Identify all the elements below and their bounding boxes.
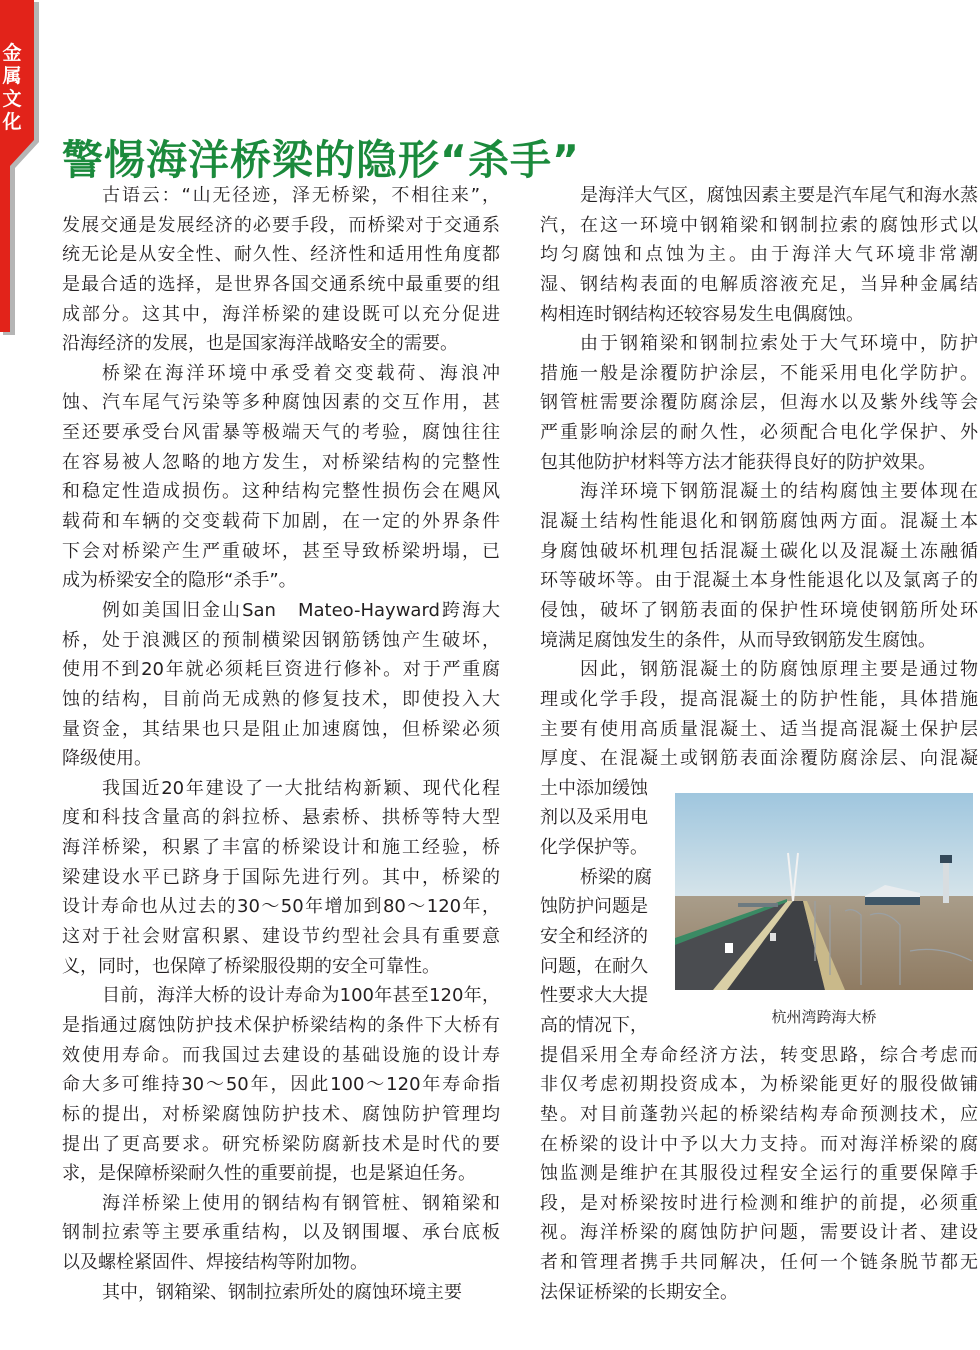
text-line: 量资金，其结果也只是阻止加速腐蚀，但桥梁必须 bbox=[62, 718, 500, 740]
text-line: 是指通过腐蚀防护技术保护桥梁结构的条件下大桥有 bbox=[62, 1014, 500, 1036]
text-line: 因此，钢筋混凝土的防腐蚀原理主要是通过物 bbox=[580, 659, 978, 681]
paragraph bbox=[540, 181, 978, 329]
text-line: 例如美国旧金山San Mateo-Hayward跨海大 bbox=[102, 599, 500, 621]
text-line: 以及螺栓紧固件、焊接结构等附加物。 bbox=[62, 1252, 368, 1274]
paragraph bbox=[540, 329, 978, 477]
text-line: 问题，在耐久 bbox=[540, 955, 648, 977]
text-line: 蚀、汽车尾气污染等多种腐蚀因素的交互作用，甚 bbox=[62, 392, 500, 414]
paragraph bbox=[62, 359, 500, 596]
text-line: 汽，在这一环境中钢箱梁和钢制拉索的腐蚀形式以 bbox=[540, 214, 978, 236]
text-line: 至还要承受台风雷暴等极端天气的考验，腐蚀往往 bbox=[62, 422, 500, 444]
text-line: 主要有使用高质量混凝土、适当提高混凝土保护层 bbox=[540, 718, 978, 740]
text-line: 视。海洋桥梁的腐蚀防护问题，需要设计者、建设 bbox=[540, 1222, 978, 1244]
text-line: 海洋桥梁，积累了丰富的桥梁设计和施工经验，桥 bbox=[62, 837, 500, 859]
text-line: 我国近20年建设了一大批结构新颖、现代化程 bbox=[102, 777, 500, 799]
text-line: 侵蚀，破坏了钢筋表面的保护性环境使钢筋所处环 bbox=[540, 599, 978, 621]
text-line: 统无论是从安全性、耐久性、经济性和适用性角度都 bbox=[62, 244, 500, 266]
text-line: 桥，处于浪溅区的预制横梁因钢筋锈蚀产生破坏， bbox=[62, 629, 500, 651]
text-line: 提倡采用全寿命经济方法，转变思路，综合考虑而 bbox=[540, 1044, 978, 1066]
paragraph bbox=[62, 774, 500, 981]
text-line: 构相连时钢结构还较容易发生电偶腐蚀。 bbox=[540, 303, 864, 325]
photo-caption: 杭州湾跨海大桥 bbox=[771, 1008, 877, 1026]
text-line: 蚀防护问题是 bbox=[540, 896, 648, 918]
text-line: 理或化学手段，提高混凝土的防护性能，具体措施 bbox=[540, 688, 978, 710]
text-line: 设计寿命也从过去的30～50年增加到80～120年， bbox=[62, 896, 500, 918]
text-line: 均匀腐蚀和点蚀为主。由于海洋大气环境非常潮 bbox=[540, 244, 978, 266]
text-line: 土中添加缓蚀 bbox=[540, 777, 648, 799]
text-line: 古语云：“山无径迹，泽无桥梁，不相往来”， bbox=[102, 185, 500, 206]
text-line: 这对于社会财富积累、建设节约型社会具有重要意 bbox=[62, 926, 500, 948]
paragraph bbox=[540, 477, 978, 655]
text-line: 发展交通是发展经济的必要手段，而桥梁对于交通系 bbox=[62, 214, 500, 236]
text-line: 化学保护等。 bbox=[540, 837, 648, 859]
text-line: 环等破坏等。由于混凝土本身性能退化以及氯离子的 bbox=[540, 570, 978, 592]
text-line: 标的提出，对桥梁腐蚀防护技术、腐蚀防护管理均 bbox=[62, 1103, 500, 1125]
text-line: 成为桥梁安全的隐形“杀手”。 bbox=[62, 570, 297, 592]
text-line: 安全和经济的 bbox=[540, 926, 648, 948]
text-line: 桥梁的腐 bbox=[580, 866, 652, 888]
bridge-photo bbox=[675, 793, 973, 990]
text-line: 由于钢箱梁和钢制拉索处于大气环境中，防护 bbox=[580, 333, 978, 355]
text-line: 在容易被人忽略的地方发生，对桥梁结构的完整性 bbox=[62, 451, 500, 473]
text-line: 混凝土结构性能退化和钢筋腐蚀两方面。混凝土本 bbox=[540, 511, 978, 533]
text-line: 海洋环境下钢筋混凝土的结构腐蚀主要体现在 bbox=[580, 481, 978, 503]
paragraph bbox=[62, 981, 500, 1188]
text-line: 沿海经济的发展，也是国家海洋战略安全的需要。 bbox=[62, 333, 458, 355]
paragraph bbox=[62, 181, 500, 359]
text-line: 度和科技含量高的斜拉桥、悬索桥、拱桥等特大型 bbox=[62, 807, 500, 829]
paragraph bbox=[62, 596, 500, 774]
text-line: 提出了更高要求。研究桥梁防腐新技术是时代的要 bbox=[62, 1133, 500, 1155]
text-line: 厚度、在混凝土或钢筋表面涂覆防腐涂层、向混凝 bbox=[540, 748, 978, 770]
text-line: 钢制拉索等主要承重结构，以及钢围堰、承台底板 bbox=[62, 1222, 500, 1244]
text-line: 境满足腐蚀发生的条件，从而导致钢筋发生腐蚀。 bbox=[540, 629, 936, 651]
text-line: 成部分。这其中，海洋桥梁的建设既可以充分促进 bbox=[62, 303, 500, 325]
text-line: 海洋桥梁上使用的钢结构有钢管桩、钢箱梁和 bbox=[102, 1192, 500, 1214]
article-column-left bbox=[62, 181, 500, 1307]
text-line: 钢管桩需要涂覆防腐涂层，但海水以及紫外线等会 bbox=[540, 392, 978, 414]
text-line: 蚀的结构，目前尚无成熟的修复技术，即使投入大 bbox=[62, 688, 500, 710]
paragraph bbox=[62, 1189, 500, 1278]
text-line: 和稳定性造成损伤。这种结构完整性损伤会在飓风 bbox=[62, 481, 500, 503]
text-line: 义，同时，也保障了桥梁服役期的安全可靠性。 bbox=[62, 955, 440, 977]
text-line: 求，是保障桥梁耐久性的重要前提，也是紧迫任务。 bbox=[62, 1163, 476, 1185]
text-line: 法保证桥梁的长期安全。 bbox=[540, 1281, 738, 1303]
article-title: 警惕海洋桥梁的隐形“杀手” bbox=[62, 136, 580, 185]
text-line: 是海洋大气区，腐蚀因素主要是汽车尾气和海水蒸 bbox=[580, 185, 978, 206]
text-line: 蚀监测是维护在其服役过程安全运行的重要保障手 bbox=[540, 1163, 978, 1185]
text-line: 措施一般是涂覆防护涂层，不能采用电化学防护。 bbox=[540, 362, 978, 384]
text-line: 桥梁在海洋环境中承受着交变载荷、海浪冲 bbox=[102, 362, 500, 384]
text-line: 性要求大大提 bbox=[540, 985, 648, 1007]
text-line: 者和管理者携手共同解决，任何一个链条脱节都无 bbox=[540, 1252, 978, 1274]
text-line: 湿、钢结构表面的电解质溶液充足，当异种金属结 bbox=[540, 273, 978, 295]
text-line: 严重影响涂层的耐久性，必须配合电化学保护、外 bbox=[540, 422, 978, 444]
text-line: 命大多可维持30～50年，因此100～120年寿命指 bbox=[62, 1074, 500, 1096]
paragraph bbox=[62, 1278, 500, 1308]
text-line: 使用不到20年就必须耗巨资进行修补。对于严重腐 bbox=[62, 659, 500, 681]
text-line: 垫。对目前蓬勃兴起的桥梁结构寿命预测技术，应 bbox=[540, 1103, 978, 1125]
text-line: 效使用寿命。而我国过去建设的基础设施的设计寿 bbox=[62, 1044, 500, 1066]
text-line: 梁建设水平已跻身于国际先进行列。其中，桥梁的 bbox=[62, 866, 500, 888]
text-line: 下会对桥梁产生严重破坏，甚至导致桥梁坍塌，已 bbox=[62, 540, 500, 562]
text-line: 降级使用。 bbox=[62, 748, 152, 770]
text-line: 是最合适的选择，是世界各国交通系统中最重要的组 bbox=[62, 273, 500, 295]
text-line: 包其他防护材料等方法才能获得良好的防护效果。 bbox=[540, 451, 936, 473]
text-line: 身腐蚀破坏机理包括混凝土碳化以及混凝土冻融循 bbox=[540, 540, 978, 562]
text-line: 在桥梁的设计中予以大力支持。而对海洋桥梁的腐 bbox=[540, 1133, 978, 1155]
text-line: 高的情况下， bbox=[540, 1014, 648, 1036]
section-tab-label: 金属文化 bbox=[2, 42, 22, 133]
text-line: 其中，钢箱梁、钢制拉索所处的腐蚀环境主要 bbox=[102, 1281, 462, 1303]
article-column-right bbox=[540, 181, 978, 1307]
text-line: 目前，海洋大桥的设计寿命为100年甚至120年， bbox=[102, 985, 500, 1007]
text-line: 非仅考虑初期投资成本，为桥梁能更好的服役做铺 bbox=[540, 1074, 978, 1096]
text-line: 载荷和车辆的交变载荷下加剧，在一定的外界条件 bbox=[62, 511, 500, 533]
text-line: 段，是对桥梁按时进行检测和维护的前提，必须重 bbox=[540, 1192, 978, 1214]
text-line: 剂以及采用电 bbox=[540, 807, 648, 829]
